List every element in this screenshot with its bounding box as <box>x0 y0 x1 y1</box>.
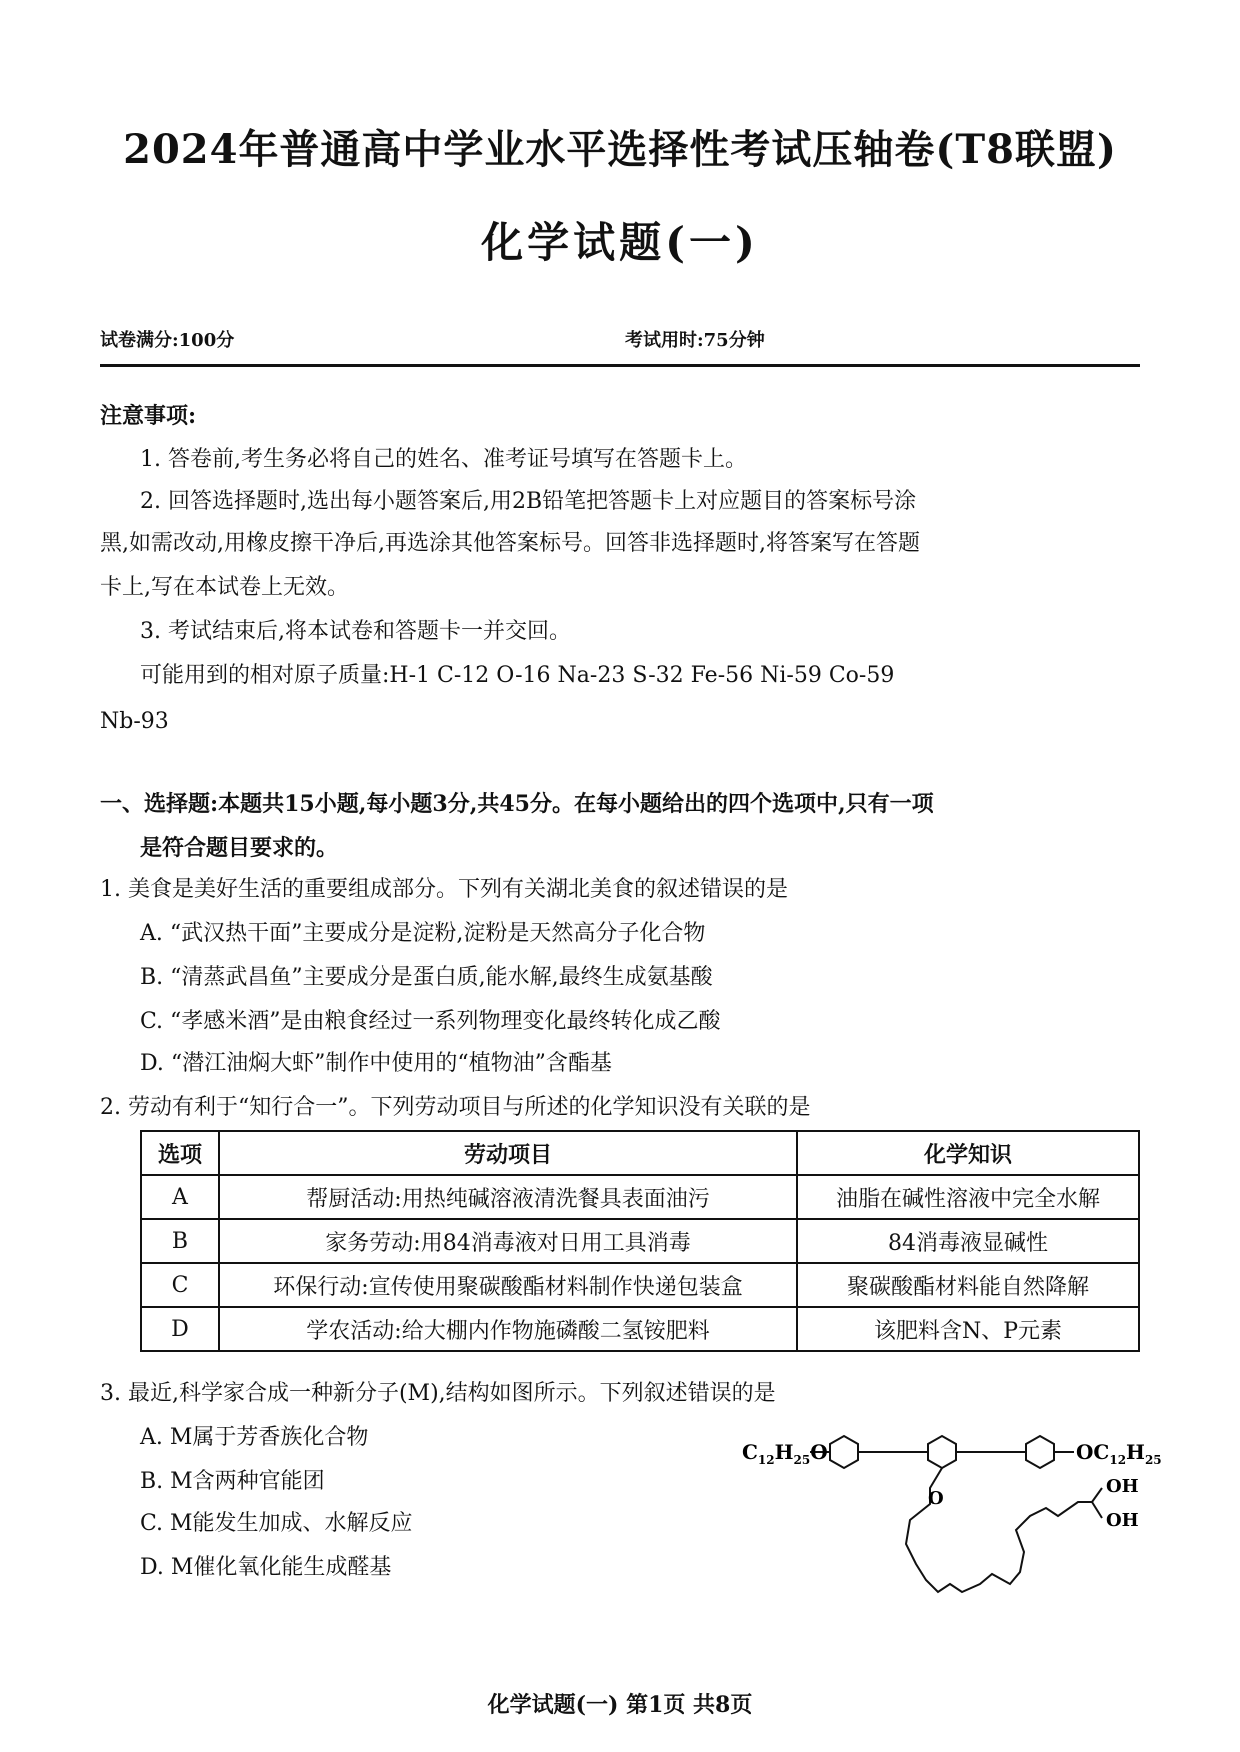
atomic-masses-line-1: 可能用到的相对原子质量:H-1 C-12 O-16 Na-23 S-32 Fe-56 Ni-59 Co-59 <box>140 663 895 688</box>
table-cell: 家务劳动:用84消毒液对日用工具消毒 <box>219 1219 797 1263</box>
table-row <box>141 1263 1139 1307</box>
q1-option-c: C. “孝感米酒”是由粮食经过一系列物理变化最终转化成乙酸 <box>140 1009 721 1034</box>
q3-option-b: B. M含两种官能团 <box>140 1469 325 1494</box>
table-header-cell: 化学知识 <box>797 1131 1139 1175</box>
q1-option-b: B. “清蒸武昌鱼”主要成分是蛋白质,能水解,最终生成氨基酸 <box>140 965 713 990</box>
notice-item-2-line-2: 黑,如需改动,用橡皮擦干净后,再选涂其他答案标号。回答非选择题时,将答案写在答题 <box>100 531 920 556</box>
table-cell: 油脂在碱性溶液中完全水解 <box>797 1175 1139 1219</box>
q1-stem: 1. 美食是美好生活的重要组成部分。下列有关湖北美食的叙述错误的是 <box>100 877 788 902</box>
table-cell: C <box>141 1263 219 1307</box>
left-chain-label: $C_{12}H_{25}O$ <box>742 1440 828 1467</box>
full-score: 试卷满分:100分 <box>100 330 235 351</box>
page-footer: 化学试题(一) 第1页 共8页 <box>487 1692 753 1718</box>
q2-stem: 2. 劳动有利于“知行合一”。下列劳动项目与所述的化学知识没有关联的是 <box>100 1095 811 1120</box>
table-cell: B <box>141 1219 219 1263</box>
table-header-row <box>141 1131 1139 1175</box>
table-cell: A <box>141 1175 219 1219</box>
molecule-m-structure <box>740 1404 1220 1634</box>
q3-stem: 3. 最近,科学家合成一种新分子(M),结构如图所示。下列叙述错误的是 <box>100 1381 776 1406</box>
notice-item-1: 1. 答卷前,考生务必将自己的姓名、准考证号填写在答题卡上。 <box>140 447 747 472</box>
q1-option-a: A. “武汉热干面”主要成分是淀粉,淀粉是天然高分子化合物 <box>140 921 706 946</box>
notice-heading: 注意事项: <box>100 403 197 429</box>
notice-item-2-line-3: 卡上,写在本试卷上无效。 <box>100 575 349 600</box>
exam-title: 2024年普通高中学业水平选择性考试压轴卷(T8联盟) <box>123 126 1117 173</box>
atomic-masses-line-2: Nb-93 <box>100 709 169 734</box>
section-1-heading-line-1: 一、选择题:本题共15小题,每小题3分,共45分。在每小题给出的四个选项中,只有一项 <box>100 791 934 817</box>
hydroxyl-label-1: OH <box>1106 1476 1139 1497</box>
exam-time: 考试用时:75分钟 <box>625 330 765 351</box>
right-chain-label: $OC_{12}H_{25}$ <box>1076 1440 1162 1467</box>
table-row <box>141 1307 1139 1351</box>
table-cell: 帮厨活动:用热纯碱溶液清洗餐具表面油污 <box>219 1175 797 1219</box>
section-1-heading-line-2: 是符合题目要求的。 <box>140 835 339 861</box>
table-header-cell: 选项 <box>141 1131 219 1175</box>
q3-option-d: D. M催化氧化能生成醛基 <box>140 1555 392 1580</box>
q2-table <box>140 1130 1140 1352</box>
table-cell: 学农活动:给大棚内作物施磷酸二氢铵肥料 <box>219 1307 797 1351</box>
ether-o-label: O <box>928 1488 944 1509</box>
table-row <box>141 1219 1139 1263</box>
notice-item-2-line-1: 2. 回答选择题时,选出每小题答案后,用2B铅笔把答题卡上对应题目的答案标号涂 <box>140 489 917 514</box>
exam-subtitle: 化学试题(一) <box>481 218 759 267</box>
table-cell: 聚碳酸酯材料能自然降解 <box>797 1263 1139 1307</box>
table-cell: 84消毒液显碱性 <box>797 1219 1139 1263</box>
header-rule <box>100 364 1140 367</box>
table-header-cell: 劳动项目 <box>219 1131 797 1175</box>
hydroxyl-label-2: OH <box>1106 1510 1139 1531</box>
q3-option-a: A. M属于芳香族化合物 <box>140 1425 369 1450</box>
table-cell: 环保行动:宣传使用聚碳酸酯材料制作快递包装盒 <box>219 1263 797 1307</box>
table-cell: D <box>141 1307 219 1351</box>
q3-option-c: C. M能发生加成、水解反应 <box>140 1511 413 1536</box>
table-row <box>141 1175 1139 1219</box>
table-cell: 该肥料含N、P元素 <box>797 1307 1139 1351</box>
q1-option-d: D. “潜江油焖大虾”制作中使用的“植物油”含酯基 <box>140 1051 612 1076</box>
notice-item-3: 3. 考试结束后,将本试卷和答题卡一并交回。 <box>140 619 571 644</box>
